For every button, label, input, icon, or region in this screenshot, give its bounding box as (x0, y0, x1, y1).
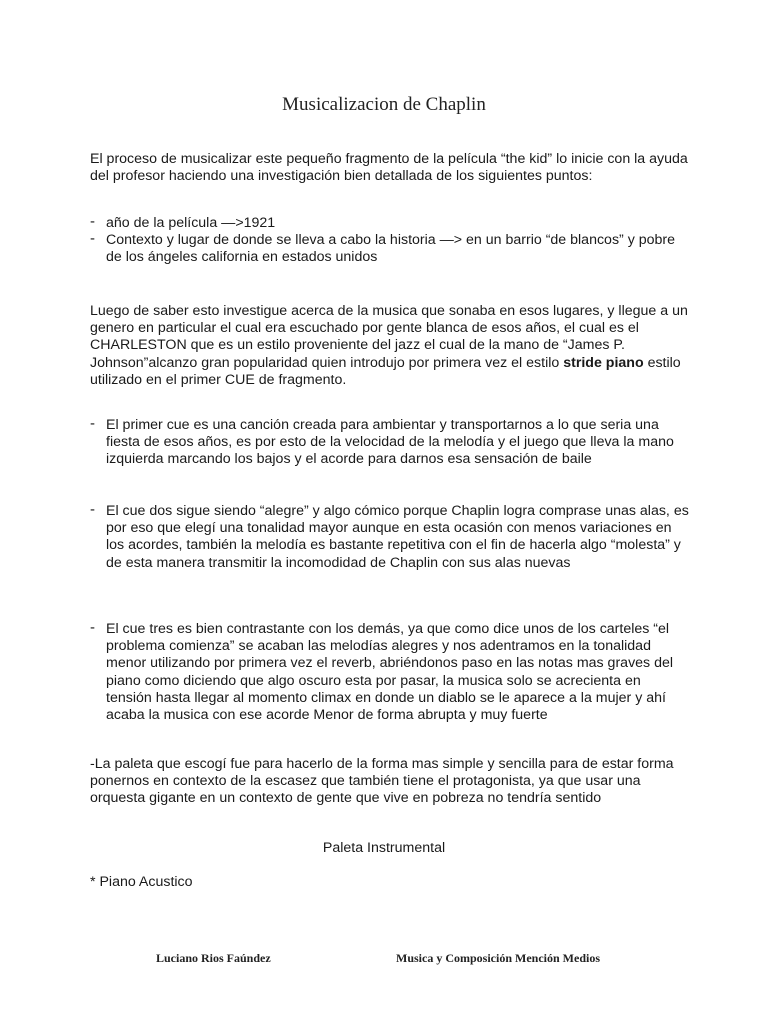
instrument-item: * Piano Acustico (90, 874, 193, 890)
dash-bullet: - (90, 501, 95, 518)
cue-three-text: El cue tres es bien contrastante con los demás, ya que como dice unos de los carteles “el problema comienza” se acaban las melodías alegres y nos adentramos en la tonalidad menor utilizando por primera vez el reverb, abriéndonos paso en las notas mas graves del piano como diciendo que algo oscuro esta por pasar, la musica solo se acrecienta en tensión hasta llegar al momento climax en donde un diablo se le aparece a la mujer y ahí acaba la musica con ese acorde Menor de forma abrupta y muy fuerte (106, 621, 674, 724)
paleta-paragraph: -La paleta que escogí fue para hacerlo de la forma mas simple y sencilla para de estar forma ponernos en contexto de la escasez que también tiene el protagonista, ya que usar una orquesta gigante en un contexto de gente que vive en pobreza no tendría sentido (90, 756, 674, 807)
list-item-text: Contexto y lugar de donde se lleva a cabo la historia —> en un barrio “de blancos” y pobre de los ángeles california en estados unidos (106, 232, 676, 266)
section-title-paleta: Paleta Instrumental (322, 840, 446, 856)
list-item (90, 503, 690, 572)
list-item (90, 215, 690, 232)
cue-two-text: El cue dos sigue siendo “alegre” y algo cómico porque Chaplin logra comprase unas alas, es por eso que elegí una tonalidad mayor aunque en esta ocasión con menos variaciones en los acordes, también la melodía es bastante repetitiva con el fin de hacerla algo “molesta” y de esta manera transmitir la incomodidad de Chaplin con sus alas nuevas (106, 503, 689, 571)
dash-bullet: - (90, 213, 95, 230)
footer-author: Luciano Rios Faúndez (156, 951, 271, 965)
list-item-text: año de la película —>1921 (106, 215, 276, 231)
list-item (90, 232, 690, 266)
paragraph-text-end: estilo utilizado en el primer CUE de fragmento. (90, 354, 681, 388)
dash-bullet: - (90, 230, 95, 248)
dash-bullet: - (90, 619, 95, 636)
charleston-paragraph (90, 303, 690, 389)
list-item (90, 417, 690, 469)
cue-three-item (90, 621, 690, 724)
cue-one-text: El primer cue es una canción creada para ambientar y transportarnos a lo que seria una fiesta de esos años, es por esto de la velocidad de la melodía y el juego que lleva la mano izquierda marcando los bajos y el acorde para darnos esa sensación de baile (106, 417, 674, 468)
list-item (90, 621, 690, 724)
paragraph-text: Luego de saber esto investigue acerca de la musica que sonaba en esos lugares, y llegue a un genero en particular el cual era escuchado por gente blanca de esos años, el cual es el CHARLESTON que es un estilo proveniente del jazz el cual de la mano de “James P. Johnson”alcanzo gran popularidad quien introdujo por primera vez el estilo (90, 303, 688, 371)
research-points-list (90, 215, 690, 267)
stride-piano-bold: stride piano (563, 354, 644, 371)
dash-bullet: - (90, 415, 95, 432)
intro-paragraph: El proceso de musicalizar este pequeño fragmento de la película “the kid” lo inicie con la ayuda del profesor haciendo una investigación bien detallada de los siguientes puntos: (90, 151, 688, 185)
document-title: Musicalizacion de Chaplin (282, 94, 486, 115)
cue-one-item (90, 417, 690, 469)
footer-course: Musica y Composición Mención Medios (396, 951, 600, 965)
cue-two-item (90, 503, 690, 572)
